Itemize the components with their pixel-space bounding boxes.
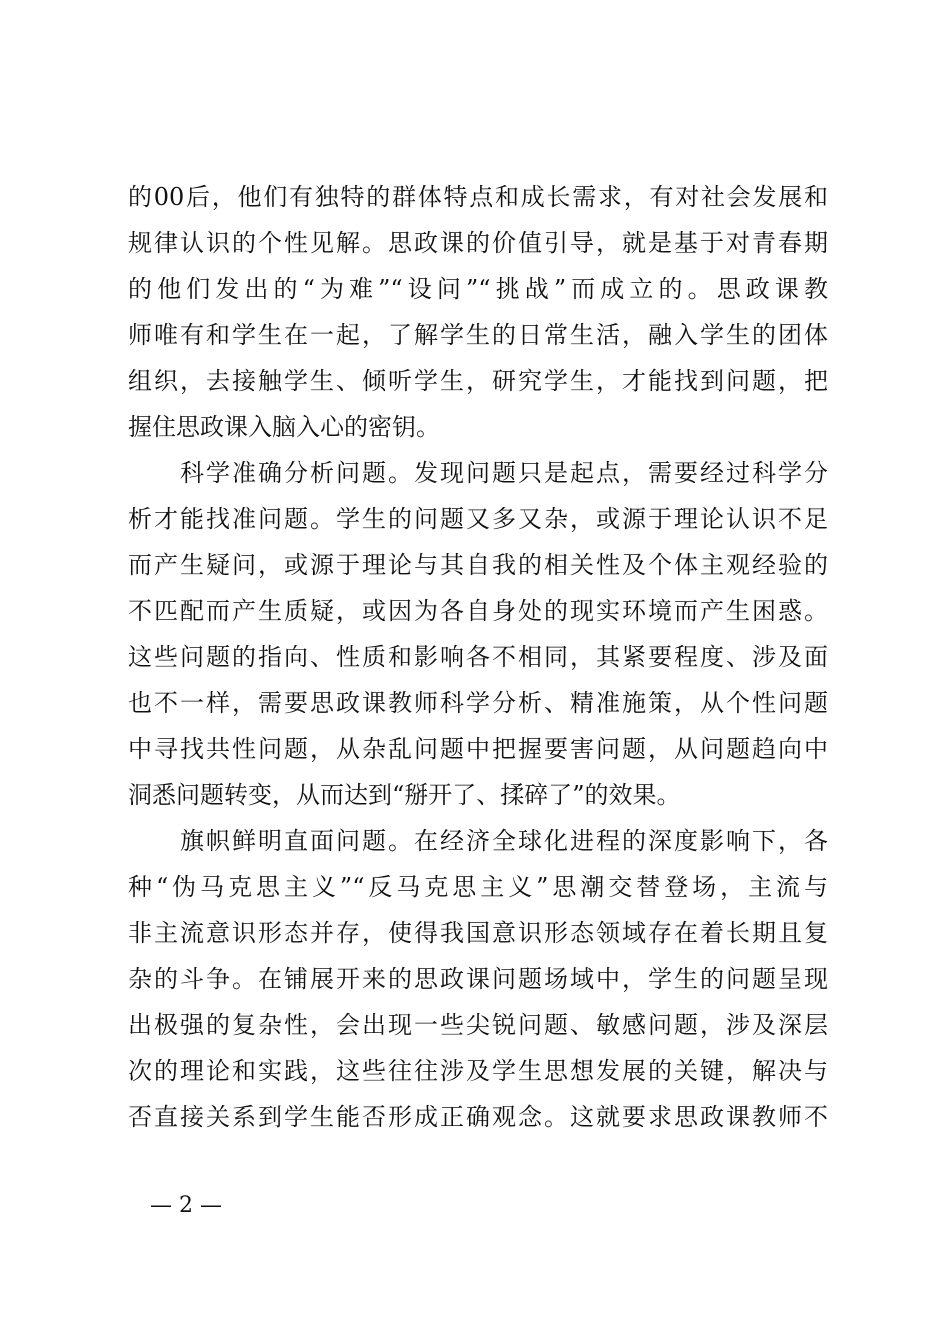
body-text <box>128 174 828 1140</box>
text-line: 旗帜鲜明直面问题。在经济全球化进程的深度影响下，各 <box>128 827 828 855</box>
paragraph <box>128 450 828 818</box>
text-line: 也不一样，需要思政课教师科学分析、精准施策，从个性问题 <box>128 689 828 717</box>
text-line: 洞悉问题转变，从而达到“掰开了、揉碎了”的效果。 <box>128 781 681 809</box>
text-line: 的他们发出的“为难”“设问”“挑战”而成立的。思政课教 <box>128 275 828 303</box>
text-line: 非主流意识形态并存，使得我国意识形态领域存在着长期且复 <box>128 919 828 947</box>
text-line: 杂的斗争。在铺展开来的思政课问题场域中，学生的问题呈现 <box>128 965 828 993</box>
paragraph <box>128 818 828 1140</box>
text-line: 而产生疑问，或源于理论与其自我的相关性及个体主观经验的 <box>128 551 828 579</box>
text-line: 中寻找共性问题，从杂乱问题中把握要害问题，从问题趋向中 <box>128 735 828 763</box>
paragraph <box>128 174 828 450</box>
text-line: 的00后，他们有独特的群体特点和成长需求，有对社会发展和 <box>128 183 828 211</box>
text-line: 师唯有和学生在一起，了解学生的日常生活，融入学生的团体 <box>128 321 828 349</box>
text-line: 规律认识的个性见解。思政课的价值引导，就是基于对青春期 <box>128 229 828 257</box>
text-line: 组织，去接触学生、倾听学生，研究学生，才能找到问题，把 <box>128 367 828 395</box>
text-line: 握住思政课入脑入心的密钥。 <box>128 413 440 441</box>
text-line: 否直接关系到学生能否形成正确观念。这就要求思政课教师不 <box>128 1103 828 1131</box>
text-line: 出极强的复杂性，会出现一些尖锐问题、敏感问题，涉及深层 <box>128 1011 828 1039</box>
text-line: 不匹配而产生质疑，或因为各自身处的现实环境而产生困惑。 <box>128 597 828 625</box>
page-number: — 2 — <box>150 1193 222 1218</box>
text-line: 次的理论和实践，这些往往涉及学生思想发展的关键，解决与 <box>128 1057 828 1085</box>
text-line: 这些问题的指向、性质和影响各不相同，其紧要程度、涉及面 <box>128 643 828 671</box>
text-line: 析才能找准问题。学生的问题又多又杂，或源于理论认识不足 <box>128 505 828 533</box>
text-line: 科学准确分析问题。发现问题只是起点，需要经过科学分 <box>128 459 828 487</box>
text-line: 种“伪马克思主义”“反马克思主义”思潮交替登场，主流与 <box>128 873 828 901</box>
